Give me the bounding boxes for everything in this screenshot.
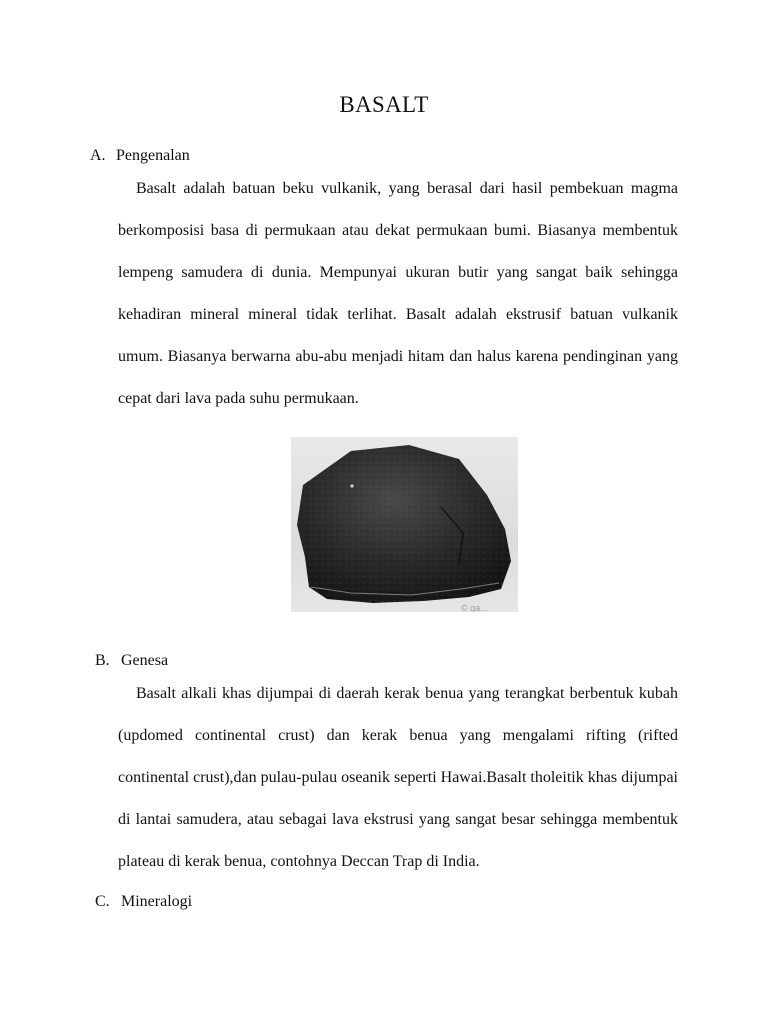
section-heading-label: Genesa [121,652,169,669]
figure-watermark: © ga... [461,603,488,612]
paragraph-genesa: Basalt alkali khas dijumpai di daerah kerak benua yang terangkat berbentuk kubah (updomed continental crust) dan kerak benua yang mengalami rifting (rifted continental crust),dan pulau-pulau oseanik seperti Hawai.Basalt tholeitik khas dijumpai di lantai samudera, atau sebagai lava ekstrusi yang sangat besar sehingga membentuk plateau di kerak benua, contohnya Deccan Trap di India. [118,685,678,870]
section-marker: B. [95,652,110,669]
section-heading-label: Mineralogi [121,893,193,910]
document-title: BASALT [339,92,429,117]
section-heading-mineralogi [95,893,192,911]
section-marker: C. [95,893,110,910]
section-heading-genesa [95,652,168,670]
paragraph-pengenalan: Basalt adalah batuan beku vulkanik, yang berasal dari hasil pembekuan magma berkomposisi basa di permukaan atau dekat permukaan bumi. Biasanya membentuk lempeng samudera di dunia. Mempunyai ukuran butir yang sangat baik sehingga kehadiran mineral mineral tidak terlihat. Basalt adalah ekstrusif batuan vulkanik umum. Biasanya berwarna abu-abu menjadi hitam dan halus karena pendinginan yang cepat dari lava pada suhu permukaan. [118,180,678,407]
basalt-rock-image [291,437,518,612]
section-marker: A. [90,147,106,164]
section-heading-label: Pengenalan [116,147,190,164]
section-heading-pengenalan [90,147,190,165]
